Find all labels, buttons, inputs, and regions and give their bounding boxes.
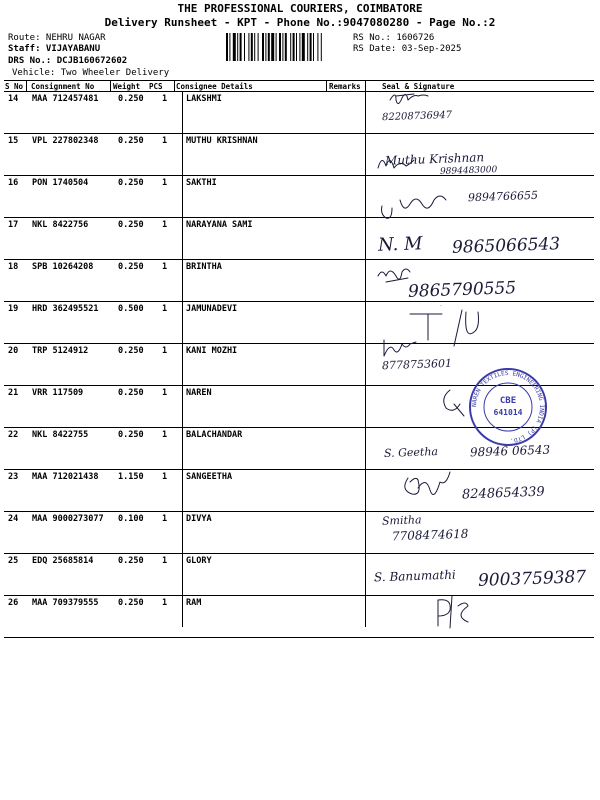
handwritten-phone: 98946 06543 [469,442,551,460]
stamp-ring-text: NAREN TEXTILES ENGINEERING INDIA (P) LTD. [470,369,546,444]
signature-naren [444,390,464,416]
cell-consignee: BRINTHA [186,262,222,272]
route-label: Route: NEHRU NAGAR [8,33,106,43]
cell-consignment: MAA 9000273077 [32,514,104,524]
cell-pcs: 1 [162,94,168,104]
rs-number: RS No.: 1606726 [353,33,435,43]
handwritten-mark: T/U [439,305,442,308]
cell-pcs: 1 [162,220,168,230]
handwritten-name: S. Geetha [383,445,439,460]
signature-sangeetha [405,472,450,495]
cell-weight: 0.250 [118,598,144,608]
cell-pcs: 1 [162,556,168,566]
cell-consignment: HRD 362495521 [32,304,99,314]
staff-label: Staff: VIJAYABANU [8,44,101,54]
cell-consignment: MAA 709379555 [32,598,99,608]
cell-weight: 0.250 [118,262,144,272]
header-consignment: Consignment No [31,82,95,91]
cell-consignee: MUTHU KRISHNAN [186,136,258,146]
cell-weight: 0.250 [118,136,144,146]
cell-sno: 19 [8,304,19,314]
handwritten-phone: 9894483000 [439,165,498,177]
cell-pcs: 1 [162,178,168,188]
cell-sno: 15 [8,136,19,146]
cell-weight: 0.500 [118,304,144,314]
cell-consignee: BALACHANDAR [186,430,243,440]
drs-label: DRS No.: DCJB160672602 [8,56,128,66]
cell-pcs: 1 [162,472,168,482]
cell-weight: 0.250 [118,346,144,356]
cell-consignee: SANGEETHA [186,472,233,482]
cell-consignment: NKL 8422755 [32,430,89,440]
signature-ps [438,596,468,628]
handwritten-name: Smitha [381,513,422,528]
cell-consignment: MAA 712457481 [32,94,99,104]
header-consignee: Consignee Details [176,82,253,91]
cell-consignee: NARAYANA SAMI [186,220,253,230]
cell-consignee: KANI MOZHI [186,346,238,356]
cell-consignee: LAKSHMI [186,94,222,104]
cell-pcs: 1 [162,430,168,440]
document-title: THE PROFESSIONAL COURIERS, COIMBATORE [177,2,423,15]
cell-consignment: TRP 5124912 [32,346,89,356]
signature-brintha [378,269,410,282]
vehicle-label: Vehicle: Two Wheeler Delivery [12,68,170,78]
cell-consignee: JAMUNADEVI [186,304,238,314]
cell-sno: 16 [8,178,19,188]
cell-sno: 21 [8,388,19,398]
stamp-pincode: 641014 [493,408,523,417]
cell-weight: 0.250 [118,430,144,440]
cell-pcs: 1 [162,346,168,356]
handwritten-name: N. M [377,233,423,256]
cell-pcs: 1 [162,304,168,314]
document-subtitle: Delivery Runsheet - KPT - Phone No.:9047080280 - Page No.:2 [104,16,496,29]
cell-sno: 18 [8,262,19,272]
handwritten-phone: 82208736947 [381,109,453,124]
cell-consignment: EDQ 25685814 [32,556,94,566]
signature-sakthi [382,196,447,218]
handwritten-phone: 9865066543 [451,234,561,258]
handwritten-name: S. Banumathi [373,567,457,585]
header-pcs: PCS [149,82,163,91]
cell-sno: 17 [8,220,19,230]
cell-consignment: MAA 712021438 [32,472,99,482]
stamp [470,369,546,445]
header-weight: Weight [113,82,141,91]
cell-sno: 14 [8,94,19,104]
cell-sno: 25 [8,556,19,566]
handwritten-phone: 8778753601 [381,356,453,373]
cell-consignment: VRR 117509 [32,388,84,398]
cell-pcs: 1 [162,136,168,146]
signature-kanimozhi [384,340,416,356]
cell-weight: 1.150 [118,472,144,482]
cell-consignment: SPB 10264208 [32,262,94,272]
rs-date: RS Date: 03-Sep-2025 [353,44,462,54]
svg-text:NAREN TEXTILES ENGINEERING IND [471,370,545,444]
cell-consignment: VPL 227802348 [32,136,99,146]
cell-sno: 22 [8,430,19,440]
signature-lakshmi [390,94,428,104]
cell-sno: 24 [8,514,19,524]
cell-consignee: DIVYA [186,514,212,524]
cell-weight: 0.100 [118,514,144,524]
cell-consignment: NKL 8422756 [32,220,89,230]
header-remarks: Remarks [329,82,361,91]
handwritten-phone: 9894766655 [467,188,539,205]
cell-sno: 20 [8,346,19,356]
stamp-city: CBE [499,396,517,406]
cell-pcs: 1 [162,514,168,524]
cell-weight: 0.250 [118,220,144,230]
handwritten-name: Muthu Krishnan [384,150,485,168]
cell-pcs: 1 [162,262,168,272]
handwritten-phone: 8248654339 [461,484,545,503]
cell-weight: 0.250 [118,388,144,398]
header-sno: S No [5,82,24,91]
cell-pcs: 1 [162,388,168,398]
cell-sno: 23 [8,472,19,482]
cell-consignee: SAKTHI [186,178,217,188]
cell-weight: 0.250 [118,178,144,188]
cell-sno: 26 [8,598,19,608]
handwritten-phone: 9003759387 [477,567,587,591]
handwritten-phone: 9865790555 [407,278,517,302]
cell-weight: 0.250 [118,94,144,104]
cell-consignee: NAREN [186,388,212,398]
cell-consignee: GLORY [186,556,212,566]
cell-weight: 0.250 [118,556,144,566]
cell-consignment: PON 1740504 [32,178,89,188]
handwritten-mark: P/S [439,599,442,602]
signature-jamunadevi [410,310,479,346]
header-signature: Seal & Signature [382,82,455,91]
cell-pcs: 1 [162,598,168,608]
handwritten-phone: 7708474618 [391,526,469,544]
cell-consignee: RAM [186,598,202,608]
